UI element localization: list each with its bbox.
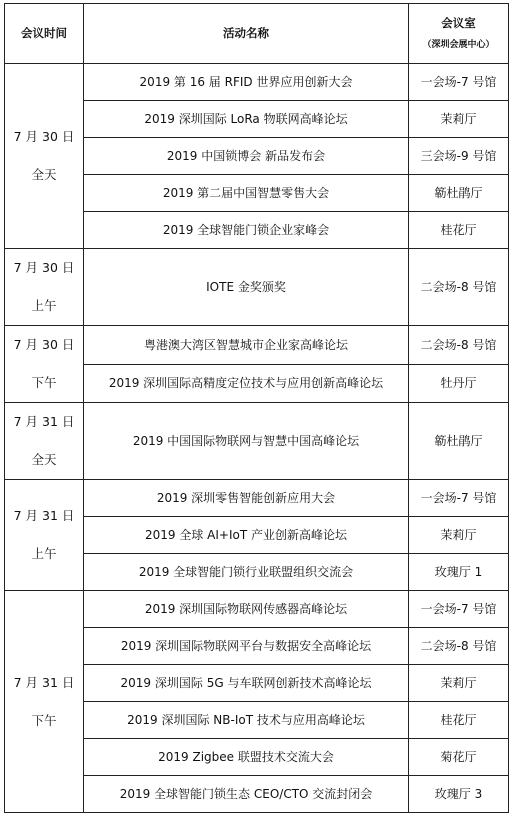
- session-date: 7 月 31 日: [13, 414, 75, 429]
- event-name: 2019 全球智能门锁生态 CEO/CTO 交流封闭会: [84, 776, 409, 813]
- event-room: 牡丹厅: [409, 364, 509, 403]
- event-name: 2019 深圳国际 5G 与车联网创新技术高峰论坛: [84, 665, 409, 702]
- session-period: 上午: [31, 298, 57, 313]
- event-name: 2019 深圳零售智能创新应用大会: [84, 480, 409, 517]
- session-period: 全天: [31, 452, 57, 467]
- header-time: 会议时间: [5, 4, 84, 64]
- conference-schedule-table: [4, 3, 509, 813]
- event-name: 2019 深圳国际 NB-IoT 技术与应用高峰论坛: [84, 702, 409, 739]
- event-name: 2019 深圳国际物联网传感器高峰论坛: [84, 591, 409, 628]
- event-room: 三会场-9 号馆: [409, 138, 509, 175]
- session-date: 7 月 30 日: [13, 337, 75, 352]
- header-room-sub: （深圳会展中心）: [422, 39, 495, 50]
- event-room: 二会场-8 号馆: [409, 326, 509, 365]
- event-name: 2019 全球智能门锁行业联盟组织交流会: [84, 554, 409, 591]
- session-date: 7 月 31 日: [13, 674, 75, 690]
- event-room: 一会场-7 号馆: [409, 591, 509, 628]
- event-name: 2019 全球 AI+IoT 产业创新高峰论坛: [84, 517, 409, 554]
- table-row: [5, 326, 509, 365]
- event-room: 桂花厅: [409, 212, 509, 249]
- session-time-cell: [5, 591, 84, 813]
- event-room: 桂花厅: [409, 702, 509, 739]
- session-time-cell: [5, 480, 84, 591]
- table-row: [5, 249, 509, 326]
- event-name: 2019 中国国际物联网与智慧中国高峰论坛: [84, 403, 409, 480]
- session-period: 上午: [31, 546, 57, 561]
- session-date: 7 月 30 日: [13, 129, 75, 144]
- header-row: [5, 4, 509, 64]
- event-name: 2019 中国锁博会 新品发布会: [84, 138, 409, 175]
- event-room: 二会场-8 号馆: [409, 249, 509, 326]
- event-room: 二会场-8 号馆: [409, 628, 509, 665]
- event-room: 一会场-7 号馆: [409, 64, 509, 101]
- event-name: 2019 深圳国际高精度定位技术与应用创新高峰论坛: [84, 364, 409, 403]
- event-name: 2019 第 16 届 RFID 世界应用创新大会: [84, 64, 409, 101]
- session-date: 7 月 31 日: [13, 508, 75, 523]
- header-name: 活动名称: [84, 4, 409, 64]
- event-room: 一会场-7 号馆: [409, 480, 509, 517]
- session-time-cell: [5, 249, 84, 326]
- table-row: [5, 480, 509, 517]
- session-time-cell: [5, 64, 84, 249]
- event-name: 2019 Zigbee 联盟技术交流大会: [84, 739, 409, 776]
- event-name: IOTE 金奖颁奖: [84, 249, 409, 326]
- event-name: 2019 全球智能门锁企业家峰会: [84, 212, 409, 249]
- session-time-cell: [5, 326, 84, 403]
- event-room: 茉莉厅: [409, 665, 509, 702]
- event-name: 2019 深圳国际物联网平台与数据安全高峰论坛: [84, 628, 409, 665]
- event-room: 菊花厅: [409, 739, 509, 776]
- session-period: 下午: [31, 712, 57, 728]
- event-room: 茉莉厅: [409, 101, 509, 138]
- event-room: 玫瑰厅 3: [409, 776, 509, 813]
- event-name: 粤港澳大湾区智慧城市企业家高峰论坛: [84, 326, 409, 365]
- session-period: 全天: [31, 167, 57, 182]
- session-time-cell: [5, 403, 84, 480]
- event-room: 簕杜鹃厅: [409, 175, 509, 212]
- table-row: [5, 591, 509, 628]
- event-name: 2019 深圳国际 LoRa 物联网高峰论坛: [84, 101, 409, 138]
- schedule-body: [5, 64, 509, 813]
- event-room: 玫瑰厅 1: [409, 554, 509, 591]
- event-room: 簕杜鹃厅: [409, 403, 509, 480]
- table-row: [5, 403, 509, 480]
- event-room: 茉莉厅: [409, 517, 509, 554]
- event-name: 2019 第二届中国智慧零售大会: [84, 175, 409, 212]
- header-room-label: 会议室: [441, 15, 476, 30]
- header-room: [409, 4, 509, 64]
- session-period: 下午: [31, 375, 57, 390]
- table-row: [5, 64, 509, 101]
- session-date: 7 月 30 日: [13, 260, 75, 275]
